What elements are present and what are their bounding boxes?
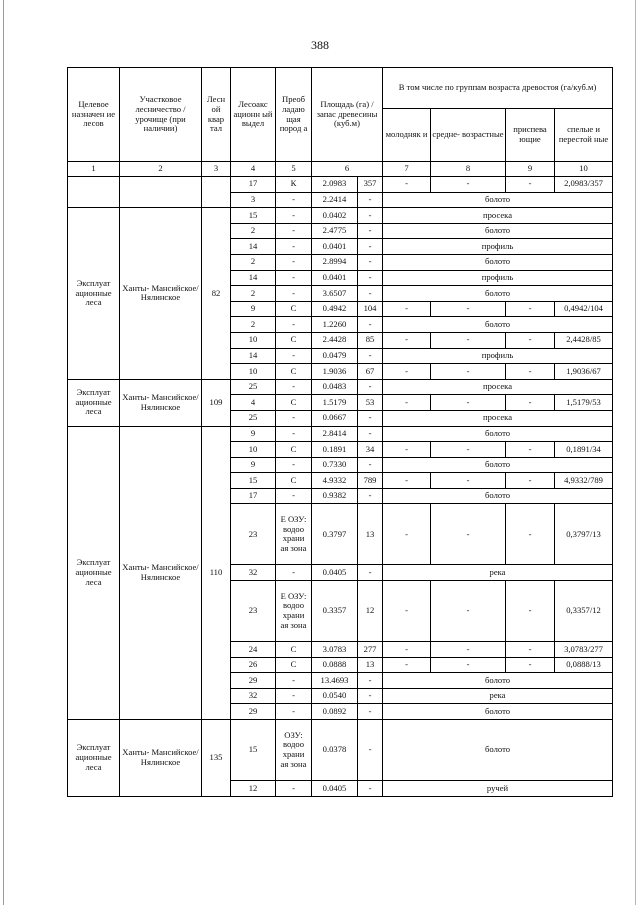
column-index-10: 10 [555,162,613,177]
cell-species: К [276,177,312,193]
cell-quarter [202,177,231,208]
cell-land-note: болото [383,223,613,239]
cell-mature: 1,5179/53 [555,395,613,411]
cell-stock: 104 [358,301,383,317]
cell-land-note: болото [383,426,613,442]
cell-allotment: 24 [231,642,276,658]
cell-stock: 13 [358,657,383,673]
cell-land-note: река [383,565,613,581]
cell-stock: - [358,488,383,504]
cell-area: 0.1891 [312,442,358,458]
header-quarter: Лесн ой квар тал [202,68,231,162]
cell-species: - [276,254,312,270]
cell-quarter: 109 [202,379,231,426]
cell-mature: 0,3357/12 [555,581,613,642]
cell-species: - [276,286,312,302]
cell-species: С [276,657,312,673]
cell-premature: - [506,642,555,658]
cell-allotment: 9 [231,426,276,442]
cell-allotment: 10 [231,364,276,380]
cell-area: 0.3797 [312,504,358,565]
column-index-9: 9 [506,162,555,177]
cell-species: - [276,426,312,442]
header-age-groups: В том числе по группам возраста древостоя (га/куб.м) [383,68,613,109]
cell-young: - [383,301,431,317]
cell-land-note: болото [383,254,613,270]
cell-area: 2.0983 [312,177,358,193]
table-row [68,426,613,442]
cell-middle-aged: - [431,332,506,348]
cell-area: 0.3357 [312,581,358,642]
cell-species: Е ОЗУ: водоо храни ая зона [276,504,312,565]
cell-stock: 789 [358,473,383,489]
cell-area: 0.0667 [312,410,358,426]
cell-quarter: 82 [202,208,231,380]
scan-edge-right [635,0,636,905]
cell-allotment: 25 [231,410,276,426]
cell-district: Ханты- Мансийское/ Нялинское [120,208,202,380]
cell-stock: 277 [358,642,383,658]
cell-premature: - [506,504,555,565]
cell-mature: 0,4942/104 [555,301,613,317]
cell-stock: - [358,410,383,426]
cell-district: Ханты- Мансийское/ Нялинское [120,379,202,426]
cell-land-note: болото [383,488,613,504]
header-allotment: Лесоакс ационн ый выдел [231,68,276,162]
cell-land-note: болото [383,286,613,302]
cell-allotment: 9 [231,301,276,317]
cell-stock: 85 [358,332,383,348]
cell-mature: 2,4428/85 [555,332,613,348]
cell-allotment: 17 [231,488,276,504]
cell-area: 0.0405 [312,781,358,797]
cell-species: - [276,192,312,208]
cell-purpose: Эксплуат ационные леса [68,208,120,380]
cell-area: 0.0405 [312,565,358,581]
cell-stock: - [358,348,383,364]
cell-mature: 0,3797/13 [555,504,613,565]
cell-allotment: 15 [231,208,276,224]
header-mature: спелые и перестой ные [555,109,613,162]
column-index-7: 7 [383,162,431,177]
cell-allotment: 23 [231,504,276,565]
cell-allotment: 4 [231,395,276,411]
cell-area: 0.9382 [312,488,358,504]
cell-land-note: болото [383,317,613,333]
column-index-4: 4 [231,162,276,177]
cell-area: 3.6507 [312,286,358,302]
cell-species: - [276,348,312,364]
cell-species: - [276,379,312,395]
cell-middle-aged: - [431,642,506,658]
cell-middle-aged: - [431,657,506,673]
cell-young: - [383,642,431,658]
cell-stock: 13 [358,504,383,565]
cell-stock: - [358,565,383,581]
cell-stock: - [358,208,383,224]
cell-allotment: 26 [231,657,276,673]
cell-premature: - [506,364,555,380]
cell-young: - [383,395,431,411]
cell-premature: - [506,657,555,673]
cell-area: 0.0483 [312,379,358,395]
cell-area: 2.2414 [312,192,358,208]
table-body [68,177,613,797]
cell-species: С [276,332,312,348]
cell-land-note: река [383,688,613,704]
cell-stock: 357 [358,177,383,193]
cell-species: С [276,473,312,489]
cell-land-note: болото [383,457,613,473]
header-species: Преоб ладаю щая пород а [276,68,312,162]
cell-middle-aged: - [431,473,506,489]
column-index-8: 8 [431,162,506,177]
cell-land-note: болото [383,192,613,208]
cell-young: - [383,177,431,193]
cell-area: 0.0401 [312,270,358,286]
cell-stock: - [358,457,383,473]
cell-young: - [383,473,431,489]
cell-species: Е ОЗУ: водоо храни ая зона [276,581,312,642]
cell-stock: - [358,704,383,720]
cell-young: - [383,657,431,673]
cell-area: 2.8994 [312,254,358,270]
cell-area: 0.0479 [312,348,358,364]
cell-allotment: 25 [231,379,276,395]
cell-allotment: 29 [231,673,276,689]
cell-stock: - [358,223,383,239]
cell-purpose: Эксплуат ационные леса [68,720,120,797]
cell-species: - [276,317,312,333]
cell-species: С [276,642,312,658]
cell-allotment: 15 [231,473,276,489]
cell-stock: - [358,720,383,781]
cell-area: 0.0378 [312,720,358,781]
cell-young: - [383,364,431,380]
cell-mature: 4,9332/789 [555,473,613,489]
cell-species: С [276,395,312,411]
cell-area: 0.0401 [312,239,358,255]
cell-species: С [276,364,312,380]
cell-purpose: Эксплуат ационные леса [68,379,120,426]
cell-land-note: профиль [383,270,613,286]
cell-stock: 12 [358,581,383,642]
header-district: Участковое лесничество /урочище (при наличии) [120,68,202,162]
cell-allotment: 9 [231,457,276,473]
cell-species: С [276,442,312,458]
cell-species: - [276,704,312,720]
forest-allotment-table [67,67,613,797]
cell-species: - [276,781,312,797]
cell-land-note: болото [383,720,613,781]
cell-area: 0.7330 [312,457,358,473]
cell-species: - [276,410,312,426]
cell-allotment: 2 [231,223,276,239]
cell-middle-aged: - [431,301,506,317]
cell-allotment: 32 [231,565,276,581]
cell-land-note: болото [383,704,613,720]
cell-area: 0.0888 [312,657,358,673]
cell-allotment: 2 [231,254,276,270]
cell-young: - [383,332,431,348]
cell-allotment: 32 [231,688,276,704]
cell-quarter: 110 [202,426,231,720]
table-row [68,177,613,193]
header-young: молодняк и [383,109,431,162]
cell-land-note: просека [383,208,613,224]
cell-middle-aged: - [431,395,506,411]
cell-area: 4.9332 [312,473,358,489]
cell-stock: - [358,270,383,286]
cell-stock: - [358,254,383,270]
cell-stock: 67 [358,364,383,380]
cell-purpose: Эксплуат ационные леса [68,426,120,720]
cell-allotment: 2 [231,286,276,302]
cell-mature: 0,1891/34 [555,442,613,458]
cell-district: Ханты- Мансийское/ Нялинское [120,426,202,720]
column-index-row [68,162,613,177]
cell-young: - [383,581,431,642]
header-middle-aged: средне- возрастные [431,109,506,162]
header-purpose: Целевое назначен ие лесов [68,68,120,162]
column-index-3: 3 [202,162,231,177]
cell-land-note: просека [383,379,613,395]
cell-premature: - [506,395,555,411]
cell-middle-aged: - [431,581,506,642]
cell-species: - [276,688,312,704]
cell-allotment: 14 [231,270,276,286]
cell-mature: 2,0983/357 [555,177,613,193]
cell-allotment: 15 [231,720,276,781]
cell-stock: - [358,192,383,208]
cell-area: 1.5179 [312,395,358,411]
cell-land-note: ручей [383,781,613,797]
cell-species: - [276,488,312,504]
cell-species: - [276,223,312,239]
cell-area: 0.4942 [312,301,358,317]
cell-district [120,177,202,208]
cell-stock: - [358,781,383,797]
header-area: Площадь (га) /запас древесины (куб.м) [312,68,383,162]
cell-stock: - [358,379,383,395]
cell-allotment: 10 [231,442,276,458]
cell-land-note: просека [383,410,613,426]
cell-area: 0.0540 [312,688,358,704]
cell-land-note: профиль [383,348,613,364]
cell-species: ОЗУ: водоо храни ая зона [276,720,312,781]
cell-allotment: 12 [231,781,276,797]
cell-species: - [276,457,312,473]
cell-middle-aged: - [431,177,506,193]
table-row [68,208,613,224]
cell-allotment: 29 [231,704,276,720]
cell-middle-aged: - [431,442,506,458]
column-index-5: 5 [276,162,312,177]
cell-stock: - [358,673,383,689]
cell-premature: - [506,177,555,193]
cell-land-note: профиль [383,239,613,255]
header-premature: приспева ющие [506,109,555,162]
cell-land-note: болото [383,673,613,689]
cell-young: - [383,504,431,565]
cell-area: 0.0402 [312,208,358,224]
header-row-top [68,68,613,109]
cell-area: 2.4775 [312,223,358,239]
cell-species: - [276,208,312,224]
scan-edge-left [3,0,4,905]
page-number: 388 [311,38,329,52]
cell-species: - [276,270,312,286]
cell-species: - [276,673,312,689]
cell-district: Ханты- Мансийское/ Нялинское [120,720,202,797]
cell-stock: - [358,688,383,704]
cell-middle-aged: - [431,364,506,380]
cell-stock: - [358,239,383,255]
cell-allotment: 10 [231,332,276,348]
cell-stock: - [358,426,383,442]
cell-purpose [68,177,120,208]
cell-stock: 53 [358,395,383,411]
cell-mature: 1,9036/67 [555,364,613,380]
cell-mature: 3,0783/277 [555,642,613,658]
cell-species: - [276,239,312,255]
cell-species: С [276,301,312,317]
cell-area: 13.4693 [312,673,358,689]
cell-area: 1.2260 [312,317,358,333]
cell-premature: - [506,301,555,317]
cell-premature: - [506,473,555,489]
cell-young: - [383,442,431,458]
column-index-1: 1 [68,162,120,177]
cell-allotment: 14 [231,348,276,364]
column-index-6: 6 [312,162,383,177]
cell-species: - [276,565,312,581]
cell-area: 2.4428 [312,332,358,348]
table-row [68,720,613,781]
cell-area: 1.9036 [312,364,358,380]
cell-mature: 0,0888/13 [555,657,613,673]
cell-premature: - [506,581,555,642]
cell-area: 0.0892 [312,704,358,720]
cell-allotment: 3 [231,192,276,208]
cell-middle-aged: - [431,504,506,565]
cell-stock: 34 [358,442,383,458]
cell-premature: - [506,332,555,348]
cell-quarter: 135 [202,720,231,797]
cell-premature: - [506,442,555,458]
cell-stock: - [358,317,383,333]
cell-stock: - [358,286,383,302]
table-row [68,379,613,395]
cell-allotment: 14 [231,239,276,255]
cell-area: 3.0783 [312,642,358,658]
column-index-2: 2 [120,162,202,177]
cell-allotment: 17 [231,177,276,193]
cell-allotment: 2 [231,317,276,333]
cell-allotment: 23 [231,581,276,642]
cell-area: 2.8414 [312,426,358,442]
